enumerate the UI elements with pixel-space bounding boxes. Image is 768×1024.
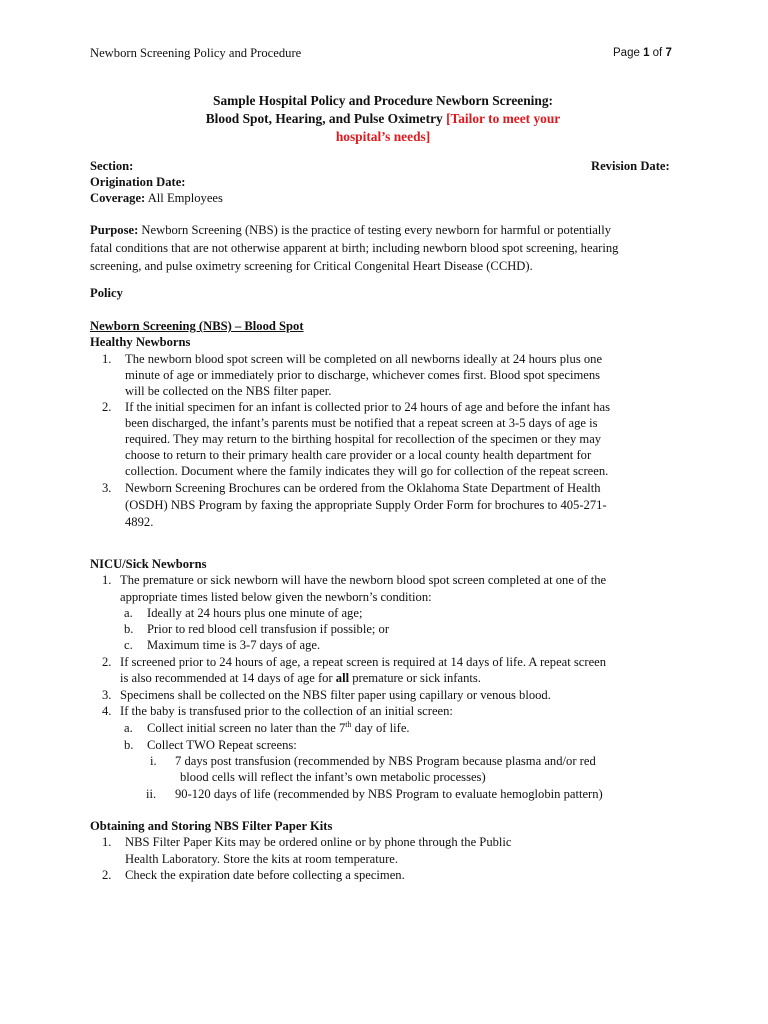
nicu-item-2-line-2 — [120, 670, 481, 686]
title-line-1: Sample Hospital Policy and Procedure Newborn Screening: — [213, 93, 553, 108]
healthy-item-3-line-2: (OSDH) NBS Program by faxing the appropriate Supply Order Form for brochures to 405-271- — [125, 498, 607, 512]
roman-i-line-1: 7 days post transfusion (recommended by NBS Program because plasma and/or red — [175, 754, 596, 768]
page-prefix: Page — [613, 47, 644, 59]
page-total: 7 — [665, 47, 672, 59]
nicu-item-2-line-2-pre: is also recommended at 14 days of age for — [120, 671, 336, 685]
nicu-sub-c-text: Maximum time is 3-7 days of age. — [147, 638, 321, 652]
kits-item-2-num: 2. — [102, 868, 112, 882]
kits-item-1-num: 1. — [102, 835, 112, 849]
kits-item-1-line-2: Health Laboratory. Store the kits at room temperature. — [125, 852, 399, 866]
nicu-sub-a-text: Ideally at 24 hours plus one minute of age; — [147, 606, 363, 620]
nicu-sub-4b-num: b. — [124, 738, 134, 752]
title-line-3: hospital’s needs] — [335, 129, 431, 144]
healthy-item-2-line-1: If the initial specimen for an infant is collected prior to 24 hours of age and before the infant has — [125, 400, 611, 414]
nicu-item-1-line-2: appropriate times listed below given the newborn’s condition: — [120, 590, 432, 604]
healthy-newborns-heading: Healthy Newborns — [90, 335, 191, 349]
healthy-item-2-line-4: choose to return to their primary health care provider or a local county health department for — [125, 448, 592, 462]
nicu-item-2-all-bold: all — [335, 671, 350, 685]
coverage-label: Coverage: — [90, 191, 146, 205]
healthy-item-2-line-2: been discharged, the infant’s parents must be notified that a repeat screen at 3-5 days of age is — [125, 416, 598, 430]
healthy-item-3-num: 3. — [102, 481, 112, 495]
nicu-sub-b-text: Prior to red blood cell transfusion if possible; or — [147, 622, 390, 636]
roman-ii-num: ii. — [146, 787, 157, 801]
purpose-text-1: Newborn Screening (NBS) is the practice of testing every newborn for harmful or potentially — [138, 223, 612, 237]
nicu-item-1-line-1: The premature or sick newborn will have the newborn blood spot screen completed at one of the — [120, 573, 607, 587]
healthy-item-2-line-3: required. They may return to the birthing hospital for recollection of the specimen or they may — [125, 432, 602, 446]
nicu-heading: NICU/Sick Newborns — [90, 557, 207, 571]
roman-i-num: i. — [150, 754, 157, 768]
roman-i-line-2: blood cells will reflect the infant’s own metabolic processes) — [180, 770, 486, 784]
nicu-sub-c-num: c. — [124, 638, 133, 652]
coverage-line — [90, 190, 223, 206]
kits-heading: Obtaining and Storing NBS Filter Paper Kits — [90, 819, 333, 833]
healthy-item-1-line-1: The newborn blood spot screen will be completed on all newborns ideally at 24 hours plus one — [125, 352, 603, 366]
nicu-sub-a-num: a. — [124, 606, 133, 620]
nicu-sub-b-num: b. — [124, 622, 134, 636]
purpose-line-2: fatal conditions that are not otherwise apparent at birth; including newborn blood spot screening, hearing — [90, 241, 619, 255]
revision-date-label: Revision Date: — [591, 159, 670, 173]
healthy-item-1-line-2: minute of age or immediately prior to discharge, whichever comes first. Blood spot specimens — [125, 368, 601, 382]
section-label: Section: — [90, 159, 134, 173]
nicu-sub-4b-text: Collect TWO Repeat screens: — [147, 738, 297, 752]
nicu-item-2-num: 2. — [102, 655, 112, 669]
purpose-line-1 — [90, 222, 611, 238]
nicu-item-2-line-2-post: premature or sick infants. — [349, 671, 481, 685]
coverage-value: All Employees — [145, 191, 223, 205]
nicu-item-4-text: If the baby is transfused prior to the collection of an initial screen: — [120, 704, 453, 718]
nicu-sub-4a-pre: Collect initial screen no later than the 7 — [147, 721, 346, 735]
healthy-item-2-num: 2. — [102, 400, 112, 414]
kits-item-2-line-1: Check the expiration date before collecting a specimen. — [125, 868, 405, 882]
origination-date-label: Origination Date: — [90, 175, 186, 189]
page-number — [613, 47, 672, 59]
policy-heading: Policy — [90, 286, 123, 300]
title-line-2-text: Blood Spot, Hearing, and Pulse Oximetry — [205, 111, 447, 126]
healthy-item-1-line-3: will be collected on the NBS filter paper. — [125, 384, 332, 398]
nicu-sub-4a-sup: th — [345, 720, 352, 729]
nicu-item-3-text: Specimens shall be collected on the NBS filter paper using capillary or venous blood. — [120, 688, 551, 702]
nicu-sub-4a-post: day of life. — [351, 721, 410, 735]
purpose-label: Purpose: — [90, 223, 139, 237]
page-of: of — [649, 47, 666, 59]
purpose-line-3: screening, and pulse oximetry screening for Critical Congenital Heart Disease (CCHD). — [90, 259, 533, 273]
nicu-item-1-num: 1. — [102, 573, 112, 587]
title-tailor-note: [Tailor to meet your — [446, 111, 561, 126]
kits-item-1-line-1: NBS Filter Paper Kits may be ordered online or by phone through the Public — [125, 835, 512, 849]
running-header: Newborn Screening Policy and Procedure — [90, 46, 302, 60]
roman-ii-line-1: 90-120 days of life (recommended by NBS Program to evaluate hemoglobin pattern) — [175, 787, 603, 801]
nicu-sub-4a-text — [147, 720, 410, 736]
healthy-item-1-num: 1. — [102, 352, 112, 366]
page-current: 1 — [643, 47, 650, 59]
nicu-sub-4a-num: a. — [124, 721, 133, 735]
title-line-2 — [90, 110, 676, 128]
nicu-item-4-num: 4. — [102, 704, 112, 718]
healthy-item-3-line-3: 4892. — [125, 515, 154, 529]
healthy-item-2-line-5: collection. Document where the family indicates they will go for collection of the repeat screen. — [125, 464, 609, 478]
nbs-blood-spot-heading: Newborn Screening (NBS) – Blood Spot — [90, 319, 304, 333]
nicu-item-2-line-1: If screened prior to 24 hours of age, a repeat screen is required at 14 days of life. A repeat screen — [120, 655, 607, 669]
healthy-item-3-line-1: Newborn Screening Brochures can be ordered from the Oklahoma State Department of Health — [125, 481, 601, 495]
nicu-item-3-num: 3. — [102, 688, 112, 702]
